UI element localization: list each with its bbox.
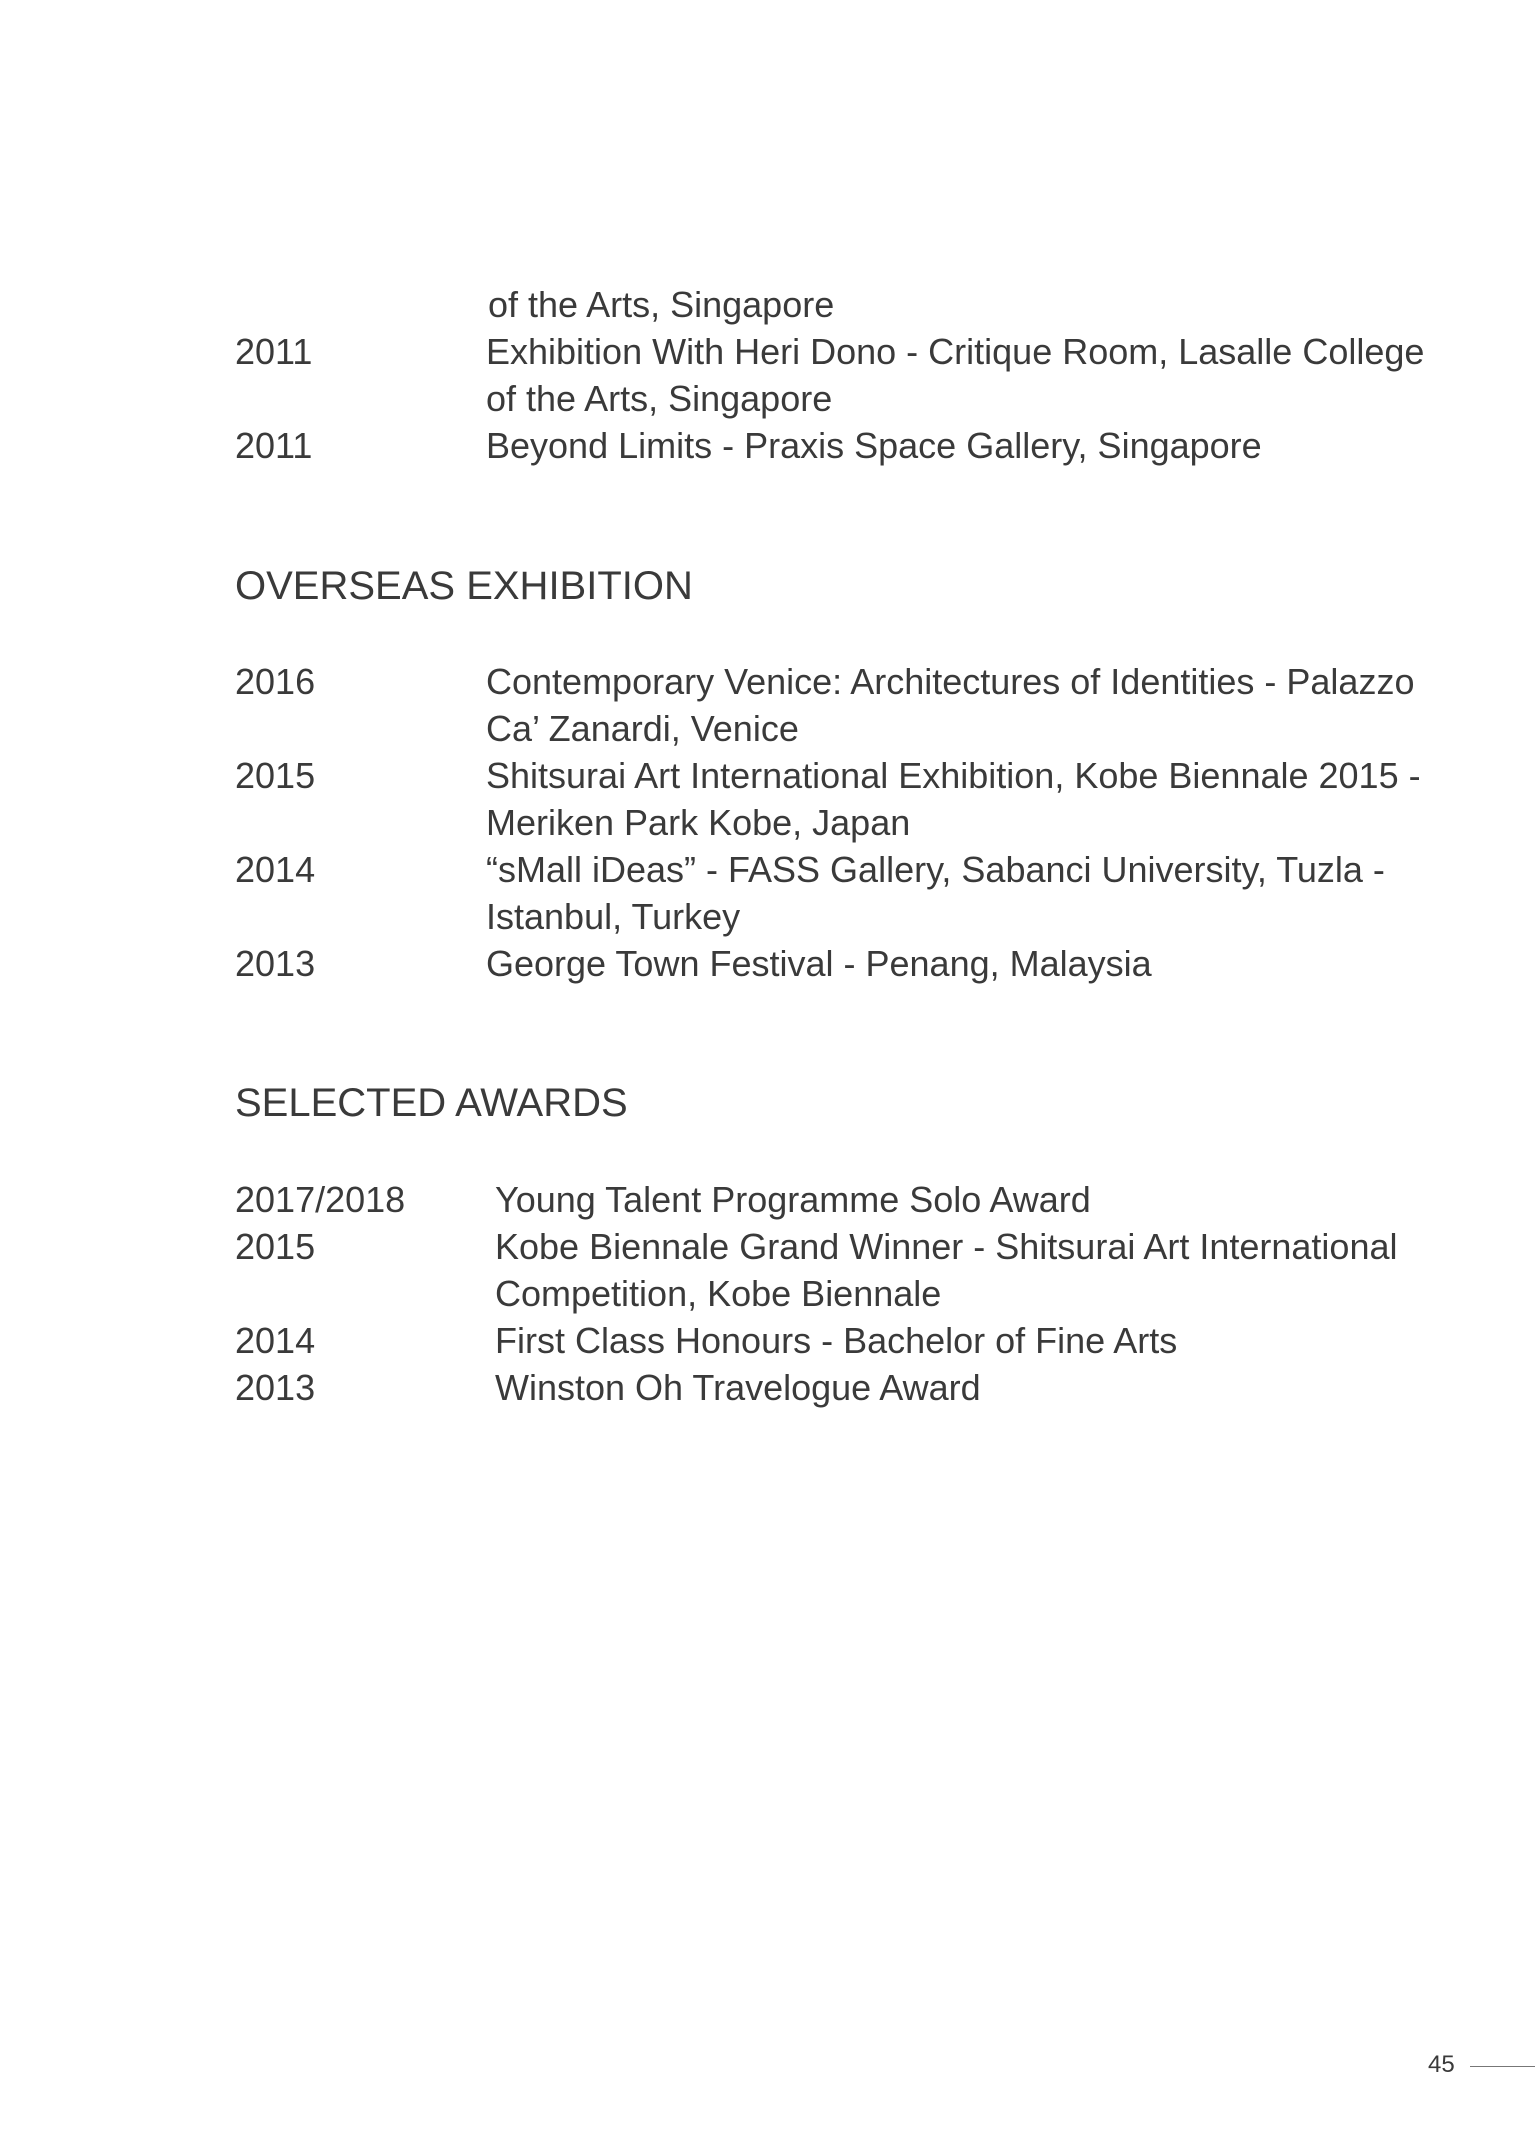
section-heading-awards: SELECTED AWARDS (235, 1081, 628, 1125)
entry-description-line: of the Arts, Singapore (486, 378, 833, 419)
entry-description-line: Ca’ Zanardi, Venice (486, 708, 799, 749)
entry-year: 2016 (235, 661, 316, 702)
entry-description-line: “sMall iDeas” - FASS Gallery, Sabanci University, Tuzla - (486, 849, 1385, 890)
entry-description-line: Beyond Limits - Praxis Space Gallery, Singapore (486, 425, 1262, 466)
page-number: 45 (1428, 2051, 1455, 2078)
entry-description-line: Young Talent Programme Solo Award (495, 1179, 1091, 1220)
entry-description-line: George Town Festival - Penang, Malaysia (486, 943, 1152, 984)
entry-description-line: Competition, Kobe Biennale (495, 1273, 942, 1314)
entry-year: 2014 (235, 849, 316, 890)
entry-description-line: Kobe Biennale Grand Winner - Shitsurai Art International (495, 1226, 1398, 1267)
entry-year: 2015 (235, 1226, 316, 1267)
entry-description-line: Exhibition With Heri Dono - Critique Room, Lasalle College (486, 331, 1425, 372)
entry-description-line: Shitsurai Art International Exhibition, Kobe Biennale 2015 - (486, 755, 1421, 796)
entry-year: 2014 (235, 1320, 316, 1361)
page-number-rule (1470, 2066, 1535, 2067)
entry-description-line: Contemporary Venice: Architectures of Identities - Palazzo (486, 661, 1415, 702)
entry-year: 2017/2018 (235, 1179, 406, 1220)
entry-description-line: Istanbul, Turkey (486, 896, 741, 937)
entry-year: 2013 (235, 1367, 316, 1408)
entry-description-line: First Class Honours - Bachelor of Fine Arts (495, 1320, 1178, 1361)
entry-description-line: Winston Oh Travelogue Award (495, 1367, 981, 1408)
entry-year: 2013 (235, 943, 316, 984)
entry-year: 2011 (235, 425, 313, 466)
section-heading-overseas: OVERSEAS EXHIBITION (235, 564, 693, 608)
entry-description-line: Meriken Park Kobe, Japan (486, 802, 911, 843)
entry-year: 2011 (235, 331, 313, 372)
continuation-line: of the Arts, Singapore (488, 284, 835, 325)
entry-year: 2015 (235, 755, 316, 796)
